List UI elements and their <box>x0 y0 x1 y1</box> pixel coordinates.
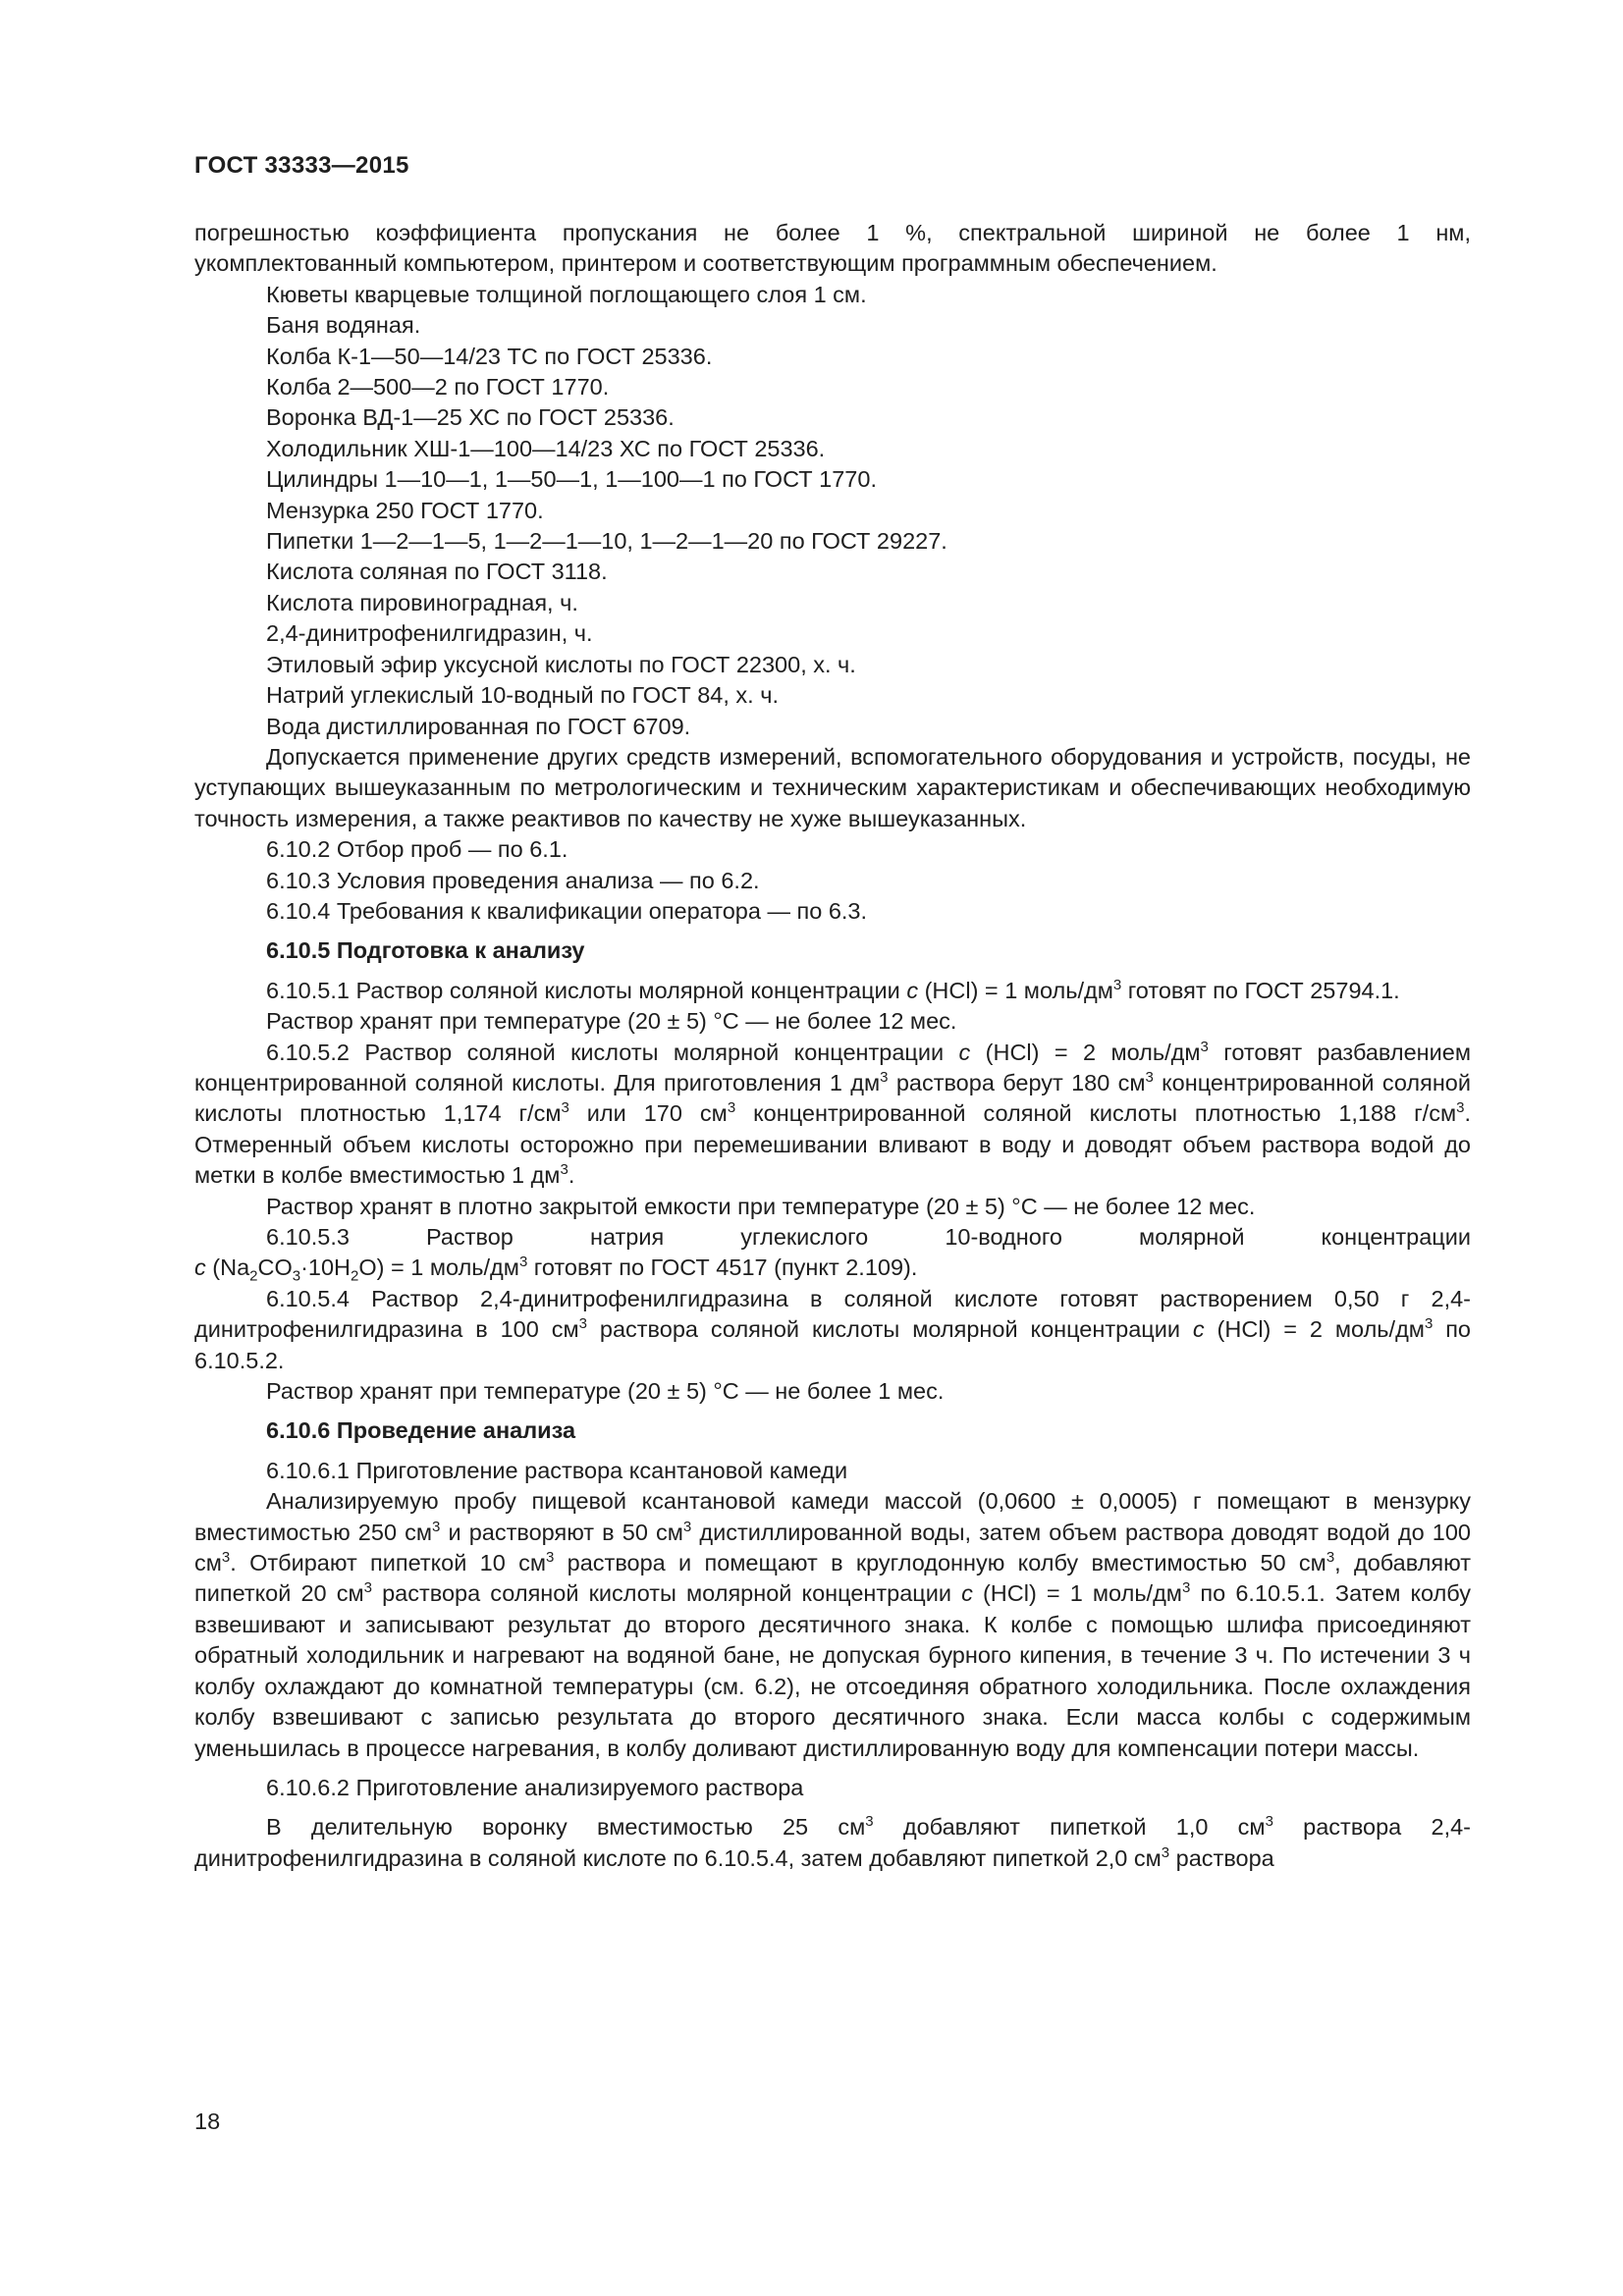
text-run: раствора берут 180 см <box>888 1069 1146 1095</box>
text-run: (HCl) = 2 моль/дм <box>1204 1316 1425 1343</box>
text-run: (Na <box>205 1255 250 1281</box>
list-item: Натрий углекислый 10-водный по ГОСТ 84, х. ч. <box>266 682 779 709</box>
superscript: 3 <box>1325 1549 1335 1567</box>
text-run: ·10H <box>300 1255 352 1281</box>
clause: 6.10.4 Требования к квалификации оператора — по 6.3. <box>266 897 868 924</box>
text-run: раствора соляной кислоты молярной концентрации <box>371 1580 962 1607</box>
list-item: Цилиндры 1—10—1, 1—50—1, 1—100—1 по ГОСТ 1770. <box>266 466 877 493</box>
superscript: 3 <box>221 1549 231 1567</box>
list-item: Этиловый эфир уксусной кислоты по ГОСТ 22300, х. ч. <box>266 651 856 677</box>
text-run: раствора <box>1169 1844 1274 1871</box>
superscript: 3 <box>546 1549 555 1567</box>
page-number: 18 <box>194 2109 221 2134</box>
document-header: ГОСТ 33333—2015 <box>194 152 409 179</box>
paragraph: Раствор хранят при температуре (20 ± 5) °С — не более 1 мес. <box>266 1378 945 1405</box>
text-run: O) = 1 моль/дм <box>358 1255 519 1281</box>
text-run: . <box>568 1162 575 1189</box>
superscript: 3 <box>1161 1843 1170 1861</box>
section-heading: 6.10.5 Подготовка к анализу <box>266 937 585 964</box>
list-item: Кюветы кварцевые толщиной поглощающего слоя 1 см. <box>266 281 867 307</box>
text-run: c <box>194 1255 206 1281</box>
superscript: 3 <box>1181 1579 1191 1597</box>
text-run: готовят по ГОСТ 25794.1. <box>1121 977 1400 1003</box>
text-run: раствора 2,4-динитрофенилгидразина в соляной кислоте по 6.10.5.4, затем добавляют пипеткой 2,0 см <box>194 1814 1471 1871</box>
clause: 6.10.3 Условия проведения анализа — по 6.2. <box>266 867 760 893</box>
paragraph <box>194 218 1471 248</box>
text-run: 6.10.5.4 Раствор 2,4-динитрофенилгидразина в соляной кислоте готовят растворением 0,50 г 2,4-динитрофенилгидразина в 100 см <box>194 1285 1471 1343</box>
text-run: готовят разбавлением концентрированной соляной кислоты. Для приготовления 1 дм <box>194 1039 1471 1095</box>
paragraph <box>194 1486 1471 1764</box>
list-item: Вода дистиллированная по ГОСТ 6709. <box>266 713 691 739</box>
paragraph: Допускается применение других средств измерений, вспомогательного оборудования и устройств, посуды, не уступающих вышеуказанным по метрологическим и техническим характеристикам и обеспечивающих необходимую точность измерения, а также реактивов по качеству не хуже вышеуказанных. <box>194 743 1471 831</box>
paragraph <box>194 976 1471 1006</box>
superscript: 3 <box>561 1099 569 1117</box>
text-run: , добавляют пипеткой 20 см <box>194 1550 1472 1607</box>
list-item: Колба К-1—50—14/23 ТС по ГОСТ 25336. <box>266 343 713 369</box>
text-run: В делительную воронку вместимостью 25 см <box>266 1814 866 1841</box>
superscript: 3 <box>865 1813 874 1831</box>
list-item: Кислота пировиноградная, ч. <box>266 589 578 615</box>
text-run: (HCl) = 1 моль/дм <box>918 977 1113 1003</box>
text-run: по 6.10.5.2. <box>194 1316 1472 1373</box>
text-run: готовят по ГОСТ 4517 (пункт 2.109). <box>527 1255 918 1281</box>
subsection-title: 6.10.6.2 Приготовление анализируемого раствора <box>266 1774 804 1800</box>
list-item: Баня водяная. <box>266 312 421 339</box>
list-item: Мензурка 250 ГОСТ 1770. <box>266 497 544 523</box>
superscript: 3 <box>578 1315 587 1333</box>
superscript: 3 <box>727 1099 736 1117</box>
text-run: или 170 см <box>568 1100 728 1127</box>
superscript: 3 <box>1265 1813 1273 1831</box>
paragraph <box>194 1253 1471 1286</box>
text-run: 6.10.5.1 Раствор соляной кислоты молярной концентрации <box>266 977 907 1003</box>
text-run: концентрированной соляной кислоты плотностью 1,188 г/см <box>735 1100 1457 1127</box>
text-run: c <box>906 977 919 1003</box>
superscript: 3 <box>1456 1099 1465 1117</box>
paragraph <box>194 248 1471 279</box>
superscript: 3 <box>560 1161 568 1179</box>
text-run: CO <box>257 1255 293 1281</box>
text-run: . Отмеренный объем кислоты осторожно при перемешивании вливают в воду и доводят объем раствора водой до метки в колбе вместимостью 1 дм <box>194 1100 1471 1189</box>
text-run: по 6.10.5.1. Затем колбу взвешивают и записывают результат до второго десятичного знака. К колбе с помощью шлифа присоединяют обратный холодильник и нагревают на водяной бане, не допуская бурного кипения, в течение 3 ч. По истечении 3 ч колбу охлаждают до комнатной температуры (см. 6.2), не отсоединяя обратного холодильника. После охлаждения колбу взвешивают с записью результата до второго десятичного знака. Если масса колбы с содержимым уменьшилась в процессе нагревания, в колбу доливают дистиллированную воду для компенсации потери массы. <box>194 1580 1471 1761</box>
superscript: 3 <box>1112 976 1122 993</box>
list-item: Воронка ВД-1—25 ХС по ГОСТ 25336. <box>266 404 675 431</box>
text-run: . Отбирают пипеткой 10 см <box>230 1550 547 1576</box>
subscript: 2 <box>351 1268 359 1286</box>
paragraph <box>194 1812 1471 1874</box>
superscript: 3 <box>880 1069 889 1087</box>
text-line: погрешностью коэффициента пропускания не более 1 %, спектральной шириной не более 1 нм, <box>194 220 1471 245</box>
text-run: дистиллированной воды, затем объем раствора доводят водой до 100 см <box>194 1519 1471 1576</box>
paragraph <box>194 1284 1471 1376</box>
list-item: Колба 2—500—2 по ГОСТ 1770. <box>266 374 610 400</box>
text-run: c <box>961 1580 973 1607</box>
paragraph: Раствор хранят при температуре (20 ± 5) °С — не более 12 мес. <box>266 1008 957 1035</box>
superscript: 3 <box>432 1518 441 1535</box>
text-run: раствора соляной кислоты молярной концентрации <box>586 1316 1193 1343</box>
paragraph <box>194 1038 1471 1192</box>
subsection-title: 6.10.6.1 Приготовление раствора ксантановой камеди <box>266 1457 848 1483</box>
subscript: 2 <box>249 1268 258 1286</box>
clause: 6.10.2 Отбор проб — по 6.1. <box>266 836 568 863</box>
text-run: и растворяют в 50 см <box>440 1519 683 1545</box>
list-item: Холодильник ХШ-1—100—14/23 ХС по ГОСТ 25336. <box>266 435 826 461</box>
text-run: добавляют пипеткой 1,0 см <box>873 1814 1266 1841</box>
superscript: 3 <box>1145 1069 1154 1087</box>
text-run: (HCl) = 2 моль/дм <box>970 1039 1201 1065</box>
superscript: 3 <box>518 1254 528 1271</box>
superscript: 3 <box>363 1579 372 1597</box>
text-run: c <box>958 1039 971 1065</box>
superscript: 3 <box>1200 1038 1209 1055</box>
text-run: (HCl) = 1 моль/дм <box>972 1580 1182 1607</box>
superscript: 3 <box>682 1518 692 1535</box>
list-item: 2,4-динитрофенилгидразин, ч. <box>266 620 593 647</box>
list-item: Пипетки 1—2—1—5, 1—2—1—10, 1—2—1—20 по ГОСТ 29227. <box>266 528 947 555</box>
document-body <box>194 218 1471 1874</box>
paragraph <box>194 1222 1471 1253</box>
text-run: Анализируемую пробу пищевой ксантановой камеди массой (0,0600 ± 0,0005) г помещают в мензурку вместимостью 250 см <box>194 1488 1471 1545</box>
paragraph: Раствор хранят в плотно закрытой емкости при температуре (20 ± 5) °С — не более 12 мес. <box>266 1193 1256 1219</box>
section-heading: 6.10.6 Проведение анализа <box>266 1417 576 1444</box>
text-run: концентрированной соляной кислоты плотностью 1,174 г/см <box>194 1069 1471 1127</box>
list-item: Кислота соляная по ГОСТ 3118. <box>266 559 608 585</box>
text-run: 6.10.5.3 Раствор натрия углекислого 10-водного молярной концентрации <box>266 1224 1471 1250</box>
text-run: раствора и помещают в круглодонную колбу вместимостью 50 см <box>554 1550 1326 1576</box>
superscript: 3 <box>1424 1315 1434 1333</box>
text-line: укомплектованный компьютером, принтером и соответствующим программным обеспечением. <box>194 250 1217 277</box>
text-run: 6.10.5.2 Раствор соляной кислоты молярной концентрации <box>266 1039 959 1065</box>
subscript: 3 <box>292 1268 301 1286</box>
text-run: c <box>1192 1316 1205 1343</box>
